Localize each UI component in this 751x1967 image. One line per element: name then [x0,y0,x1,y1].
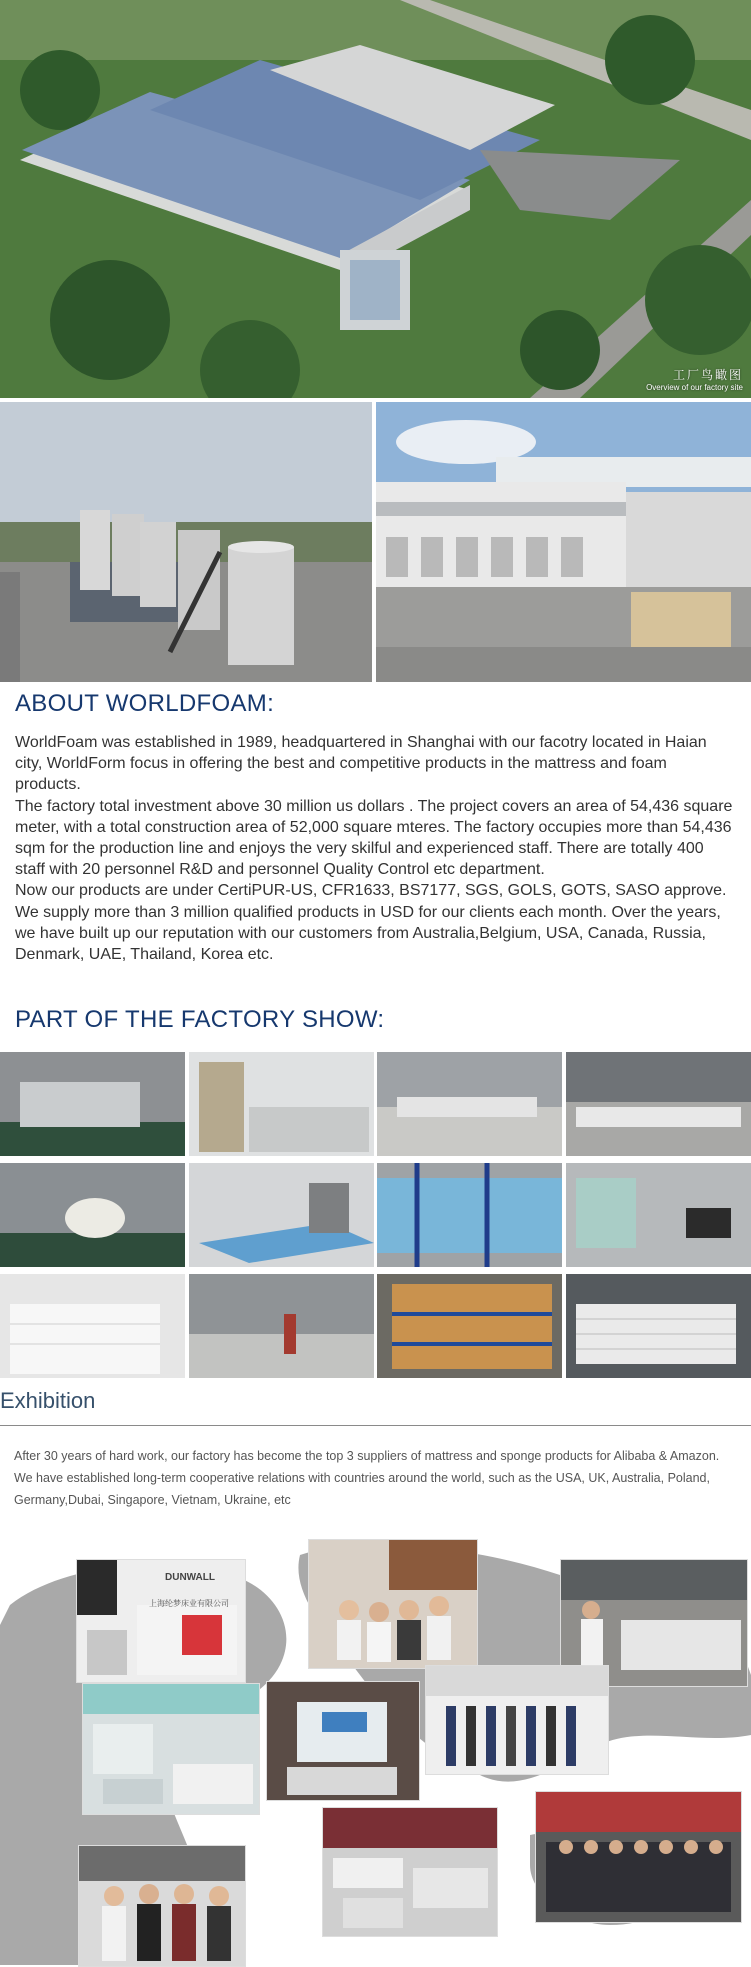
factory-photo [377,1163,562,1267]
about-title: ABOUT WORLDFOAM: [15,690,275,717]
exhibition-group-photo [425,1665,609,1775]
factory-photo [566,1274,751,1378]
factory-photo-grid [0,1052,751,1382]
factory-show-title: PART OF THE FACTORY SHOW: [15,1006,385,1033]
factory-photo [377,1274,562,1378]
factory-photo [189,1274,374,1378]
factory-photo [566,1052,751,1156]
factory-aerial-photo [0,0,751,398]
hero-caption-en: Overview of our factory site [646,383,743,392]
booth-sign: DUNWALL [165,1572,215,1583]
factory-photo [189,1052,374,1156]
exhibition-title: Exhibition [0,1388,96,1413]
exhibition-display-photo [266,1681,420,1801]
about-paragraph: Now our products are under CertiPUR-US, CFR1633, BS7177, SGS, GOLS, GOTS, SASO approve. We supply more than 3 million qualified products in USD for our clients each month. Over the years, we have built up our reputation with our customers from Australia,Belgium, USA, Canada, Russia, Denmark, UAE, Thailand, Korea etc. [15,882,727,964]
exhibition-booth-photo [76,1559,246,1683]
factory-photo [566,1163,751,1267]
exhibition-team-photo [308,1539,478,1669]
exhibition-text: After 30 years of hard work, our factory has become the top 3 suppliers of mattress and sponge products for Alibaba & Amazon. We have established long-term cooperative relations with countries around the world, such as the USA, UK, Australia, Poland, Germany,Dubai, Singapore, Vietnam, Ukraine, etc [14,1449,720,1507]
factory-photo [189,1163,374,1267]
about-text [15,732,735,965]
about-paragraph: The factory total investment above 30 million us dollars . The project covers an area of 54,436 square meter, with a total construction area of 52,000 square mteres. The factory occupies more than 54,436 sqm for the production line and enjoys the very skilful and experienced staff. There are totally 400 staff with 20 personnel R&D and personnel Quality Control etc department. [15,797,733,879]
exhibition-collage [0,1535,751,1965]
factory-yard-photo [376,402,751,682]
storage-tanks-photo [0,402,372,682]
exhibition-mattress-photo [322,1807,498,1937]
booth-sign-cn: 上海纶梦床业有限公司 [149,1599,229,1608]
factory-photo [0,1274,185,1378]
factory-photo [377,1052,562,1156]
hero-caption-cn: 工厂鸟瞰图 [672,368,743,382]
exhibition-award-photo [78,1845,246,1967]
divider [0,1425,751,1426]
factory-photo [0,1052,185,1156]
about-paragraph: WorldFoam was established in 1989, headquartered in Shanghai with our facotry located in Haian city, WorldForm focus in offering the best and competitive products in the mattress and foam products. [15,734,707,794]
exhibition-delegation-photo [535,1791,742,1923]
factory-photo [0,1163,185,1267]
exhibition-stand-photo [82,1683,260,1815]
